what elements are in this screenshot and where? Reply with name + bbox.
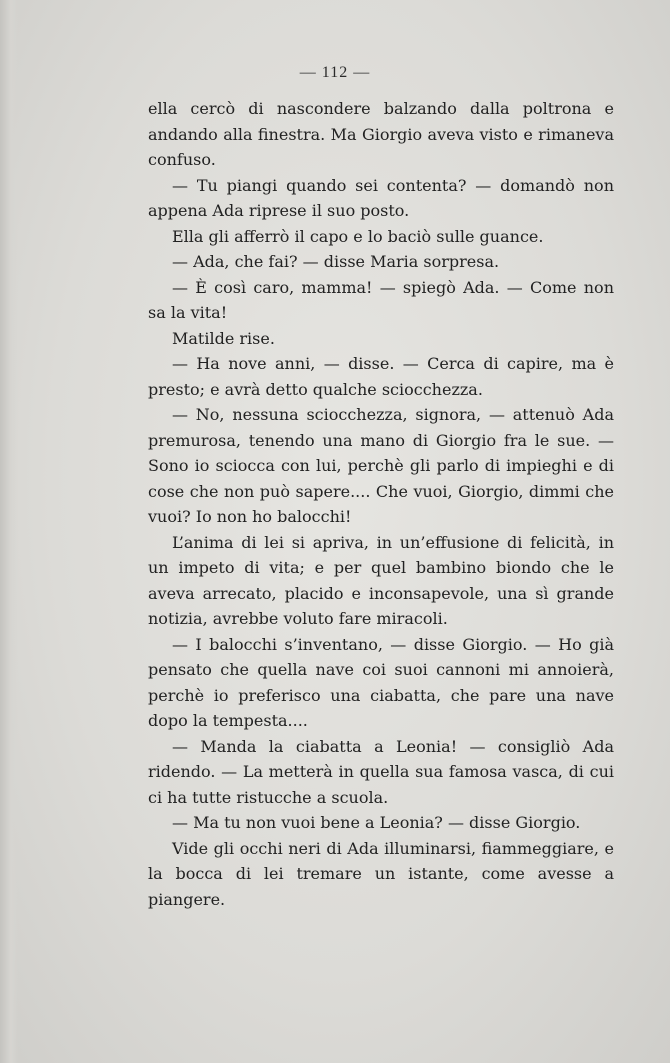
paragraph: — I balocchi s’inventano, — disse Giorgio. — Ho già pensato che quella nave coi suoi cannoni mi annoierà, perchè io preferisco una ciabatta, che pare una nave dopo la tempesta.... <box>148 634 614 730</box>
page-number: — 112 — <box>299 64 371 81</box>
body-text <box>148 96 614 912</box>
paragraph: Matilde rise. <box>172 328 275 348</box>
paragraph: ella cercò di nascondere balzando dalla poltrona e andando alla finestra. Ma Giorgio aveva visto e rimaneva confuso. <box>148 99 614 169</box>
paragraph: Ella gli afferrò il capo e lo baciò sulle guance. <box>172 226 544 246</box>
paragraph: — Ada, che fai? — disse Maria sorpresa. <box>172 252 500 271</box>
page-binding-shadow <box>0 0 18 1063</box>
paragraph: L’anima di lei si apriva, in un’effusione di felicità, in un impeto di vita; e per quel bambino biondo che le aveva arrecato, placido e inconsapevole, una sì grande notizia, avrebbe voluto fare miracoli. <box>148 532 614 628</box>
paragraph: — È così caro, mamma! — spiegò Ada. — Come non sa la vita! <box>148 277 614 322</box>
paragraph: — Ma tu non vuoi bene a Leonia? — disse Giorgio. <box>172 813 581 832</box>
paragraph: — Tu piangi quando sei contenta? — domandò non appena Ada riprese il suo posto. <box>148 175 614 220</box>
paragraph: — No, nessuna sciocchezza, signora, — attenuò Ada premurosa, tenendo una mano di Giorgio fra le sue. — Sono io sciocca con lui, perchè gli parlo di impieghi e di cose che non può sapere.... Che vuoi, Giorgio, dimmi che vuoi? Io non ho balocchi! <box>148 405 614 526</box>
paragraph: — Manda la ciabatta a Leonia! — consigliò Ada ridendo. — La metterà in quella sua famosa vasca, di cui ci ha tutte ristucche a scuola. <box>148 736 614 807</box>
paragraph: — Ha nove anni, — disse. — Cerca di capire, ma è presto; e avrà detto qualche sciocchezza. <box>148 354 614 399</box>
paragraph: Vide gli occhi neri di Ada illuminarsi, fiammeggiare, e la bocca di lei tremare un istante, come avesse a piangere. <box>148 838 614 909</box>
